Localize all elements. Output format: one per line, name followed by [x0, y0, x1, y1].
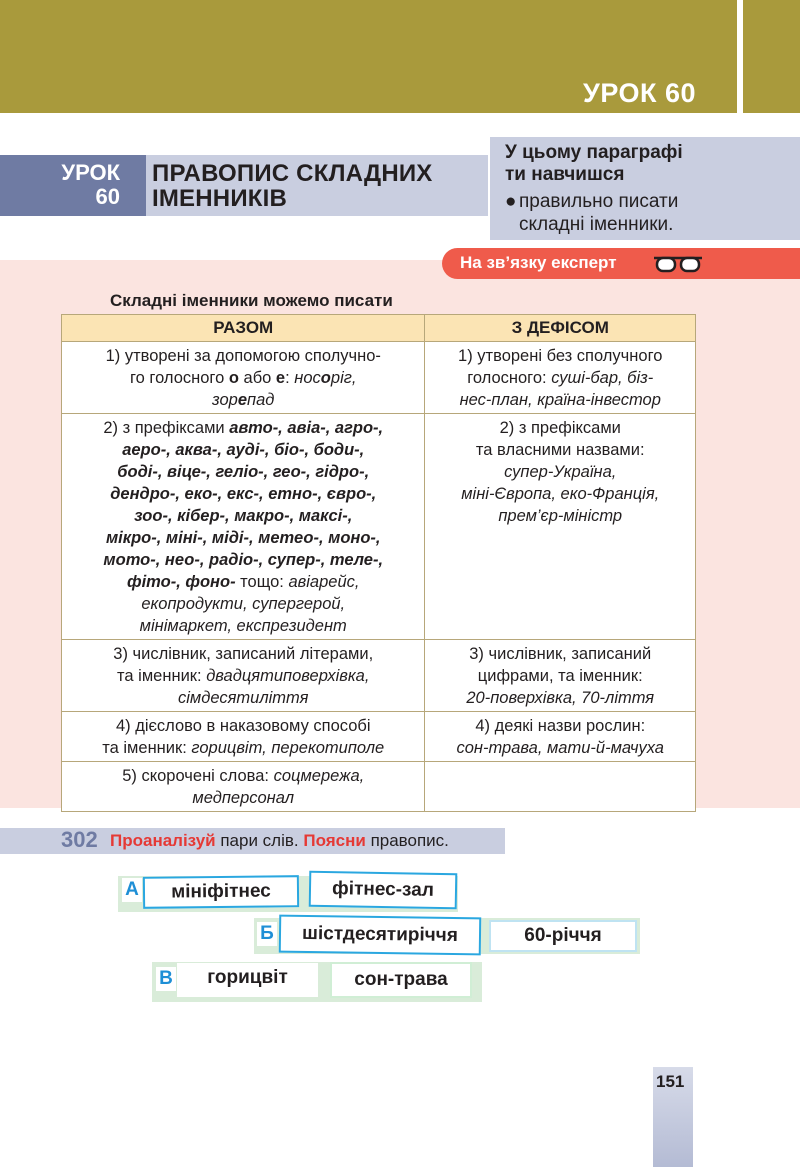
expert-banner	[442, 248, 800, 279]
word-card: 60-річчя	[489, 920, 637, 952]
header-hyphen: З ДЕФІСОМ	[425, 315, 696, 342]
word-card: сон-трава	[330, 962, 472, 998]
rule-cell-together-5: 5) скорочені слова: соцмережа, медперсонал	[62, 762, 425, 812]
learning-goals-box	[490, 137, 800, 240]
rule-cell-hyphen-4: 4) деякі назви рослин: сон-трава, мати-й-мачуха	[425, 712, 696, 762]
expert-label: На зв’язку експерт	[460, 253, 617, 272]
exercise-number: 302	[61, 827, 98, 852]
glasses-icon	[653, 254, 703, 274]
rule-cell-hyphen-2: 2) з префіксами та власними назвами: супер-Україна, міні-Європа, еко-Франція, прем’єр-міністр	[425, 414, 696, 640]
table-header-row	[62, 315, 696, 342]
word-card: шістдесятиріччя	[279, 915, 482, 956]
bullet-icon: ●	[505, 191, 517, 212]
rule-cell-hyphen-5-empty	[425, 762, 696, 812]
goals-title: У цьому параграфі ти навчишся	[505, 142, 683, 185]
table-row	[62, 342, 696, 414]
word-card: горицвіт	[177, 963, 318, 997]
lesson-title-box	[146, 155, 488, 216]
table-caption: Складні іменники можемо писати	[110, 291, 393, 310]
header-lesson-label: УРОК 60	[583, 78, 696, 108]
table-row	[62, 640, 696, 712]
top-header-band-right	[743, 0, 800, 113]
table-row	[62, 712, 696, 762]
table-row	[62, 414, 696, 640]
header-together: РАЗОМ	[62, 315, 425, 342]
exercise-instruction: Проаналізуй пари слів. Поясни правопис.	[110, 831, 449, 850]
rule-cell-together-2: 2) з префіксами авто-, авіа-, агро-, аеро-, аква-, ауді-, біо-, боди-, боді-, віце-, геліо-, гео-, гідро-, дендро-, еко-, екс-, етно-, євро-, зоо-, кібер-, макро-, максі-, мікро-, міні-, міді-, метео-, моно-, мото-, нео-, радіо-, супер-, теле-, фіто-, фоно- тощо: авіарейс, екопродукти, супергерой, мінімаркет, експрезидент	[62, 414, 425, 640]
pair-letter-b: Б	[257, 922, 277, 946]
rule-cell-together-1: 1) утворені за допомогою сполучно- го голосного о або е: носоріг, зорепад	[62, 342, 425, 414]
pair-letter-a: А	[122, 878, 142, 902]
goals-item: ● правильно писати складні іменники.	[505, 191, 679, 235]
lesson-title: ПРАВОПИС СКЛАДНИХ ІМЕННИКІВ	[152, 160, 433, 212]
lesson-number-box	[0, 155, 146, 216]
rule-cell-hyphen-3: 3) числівник, записаний цифрами, та іменник: 20-поверхівка, 70-ліття	[425, 640, 696, 712]
rule-cell-hyphen-1: 1) утворені без сполучного голосного: суші-бар, біз- нес-план, країна-інвестор	[425, 342, 696, 414]
rule-cell-together-3: 3) числівник, записаний літерами, та іменник: двадцятиповерхівка, сімдесятиліття	[62, 640, 425, 712]
spelling-rules-table	[61, 314, 696, 812]
rule-cell-together-4: 4) дієслово в наказовому способі та іменник: горицвіт, перекотиполе	[62, 712, 425, 762]
pair-letter-c: В	[156, 967, 176, 991]
page-number: 151	[656, 1072, 685, 1091]
lesson-number: УРОК 60	[61, 160, 120, 209]
table-row	[62, 762, 696, 812]
word-card: фітнес-зал	[309, 871, 458, 910]
word-card: мініфітнес	[143, 875, 299, 909]
